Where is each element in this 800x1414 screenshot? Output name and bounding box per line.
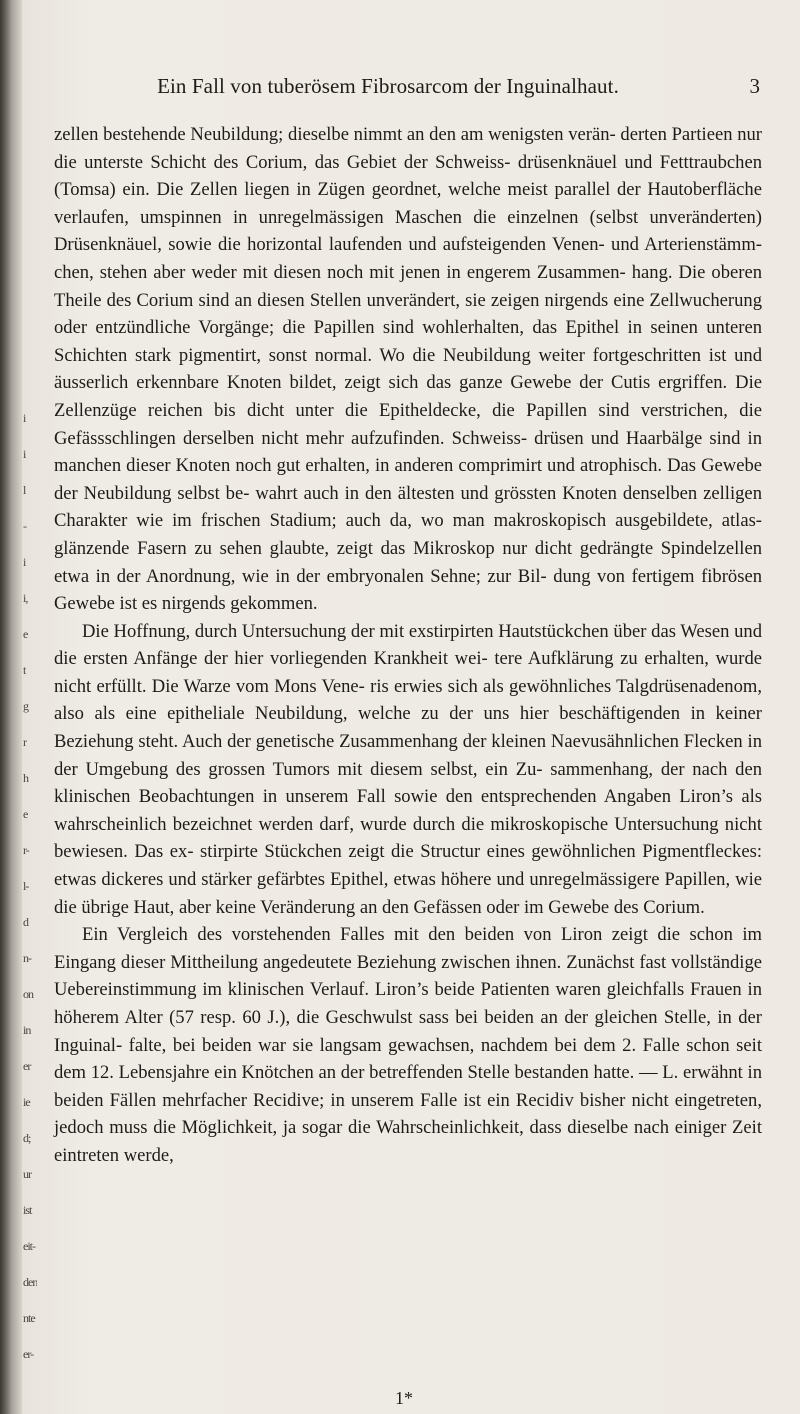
bleed-fragment: i	[23, 447, 26, 461]
paragraph-2: Die Hoffnung, durch Untersuchung der mit exstirpirten Hautstückchen über das Wesen und die ersten Anfänge der hier vorliegenden Krankheit wei- tere Aufklärung zu erhalten, wurde nicht erfüllt. Die Warze vom Mons Vene- ris erwies sich als gewöhnliches Talgdrüsenadenom, also als eine epitheliale Neubildung, welche zu der uns hier beschäftigenden in keiner Beziehung steht. Auch der genetische Zusammenhang der kleinen Naevusähnlichen Flecken in der Umgebung des grossen Tumors mit diesem selbst, ein Zu- sammenhang, der nach den klinischen Beobachtungen in unserem Fall sowie den entsprechenden Angaben Liron’s als wahrscheinlich bezeichnet werden darf, wurde durch die mikroskopische Untersuchung nicht bewiesen. Das ex- stirpirte Stückchen zeigt die Structur eines gewöhnlichen Pigmentfleckes: etwas dickeres und stärker gefärbtes Epithel, etwas höhere und unregelmässigere Papillen, wie die übrige Haut, aber keine Veränderung an den Gefässen oder im Gewebe des Corium.	[54, 620, 762, 918]
bleed-fragment: eit-	[23, 1239, 35, 1253]
bleed-fragment: d;	[23, 1131, 31, 1145]
bleed-fragment: r	[23, 735, 26, 749]
bleed-fragment: nte	[23, 1311, 35, 1325]
bleed-fragment: ist	[23, 1203, 32, 1217]
bleed-fragment: ur	[23, 1167, 31, 1181]
bleed-fragment: g	[23, 699, 28, 713]
running-title: Ein Fall von tuberösem Fibrosarcom der Inguinalhaut.	[157, 74, 619, 98]
bleed-fragment: in	[23, 1023, 31, 1037]
running-header	[88, 74, 768, 104]
bleed-fragment: d	[23, 915, 28, 929]
bleed-fragment: i,	[23, 591, 28, 605]
bleed-fragment: -	[23, 519, 26, 533]
body-text	[54, 121, 762, 1170]
signature-mark	[0, 1388, 800, 1409]
bleed-fragment: e	[23, 627, 28, 641]
signature-mark-text: 1*	[395, 1388, 413, 1408]
bleed-fragment: i	[23, 555, 26, 569]
page-number: 3	[749, 74, 760, 98]
paragraph-3: Ein Vergleich des vorstehenden Falles mit den beiden von Liron zeigt die schon im Eingang dieser Mittheilung angedeutete Beziehung zwischen ihnen. Zunächst fast vollständige Uebereinstimmung im klinischen Verlauf. Liron’s beide Patienten waren gleichfalls Frauen in höherem Alter (57 resp. 60 J.), die Geschwulst sass bei beiden an der gleichen Stelle, in der Inguinal- falte, bei beiden war sie langsam gewachsen, nachdem bei dem 2. Falle schon seit dem 12. Lebensjahre ein Knötchen an der betreffenden Stelle bestanden hatte. — L. erwähnt in beiden Fällen mehrfacher Recidive; in unserem Falle ist ein Recidiv bisher nicht eingetreten, jedoch muss die Möglichkeit, ja sogar die Wahrscheinlichkeit, dass dieselbe nach einiger Zeit eintreten werde,	[54, 924, 762, 1166]
paragraph-1: zellen bestehende Neubildung; dieselbe nimmt an den am wenigsten verän- derten Partieen nur die unterste Schicht des Corium, das Gebiet der Schweiss- drüsenknäuel und Fetttraubchen (Tomsa) ein. Die Zellen liegen in Zügen geordnet, welche meist parallel der Hautoberfläche verlaufen, umspinnen in unregelmässigen Maschen die einzelnen (selbst unveränderten) Drüsenknäuel, sowie die horizontal laufenden und aufsteigenden Venen- und Arterienstämm- chen, stehen aber weder mit diesen noch mit jenen in engerem Zusammen- hang. Die oberen Theile des Corium sind an diesen Stellen unverändert, sie zeigen nirgends eine Zellwucherung oder entzündliche Vorgänge; die Papillen sind wohlerhalten, das Epithel in seinen unteren Schichten stark pigmentirt, sonst normal. Wo die Neubildung weiter fortgeschritten ist und äusserlich erkennbare Knoten bildet, zeigt sich das ganze Gewebe der Cutis ergriffen. Die Zellenzüge reichen bis dicht unter die Epitheldecke, die Papillen sind verstrichen, die Gefässschlingen derselben nicht mehr aufzufinden. Schweiss- drüsen und Haarbälge sind in manchen dieser Knoten noch gut erhalten, in anderen comprimirt und atrophisch. Das Gewebe der Neubildung selbst be- wahrt auch in den ältesten und grössten Knoten denselben zelligen Charakter wie im frischen Stadium; auch da, wo man makroskopisch ausgebildete, atlas- glänzende Fasern zu sehen glaubte, zeigt das Mikroskop nur dicht gedrängte Spindelzellen etwa in der Anordnung, wie in der embryonalen Sehne; zur Bil- dung von fertigem fibrösen Gewebe ist es nirgends gekommen.	[54, 124, 762, 615]
bleed-fragment: h	[23, 771, 28, 785]
bleed-fragment: e	[23, 807, 28, 821]
facing-page-bleed	[23, 400, 37, 1372]
bleed-fragment: n-	[23, 951, 31, 965]
book-binding-shadow	[0, 0, 22, 1414]
bleed-fragment: t	[23, 663, 26, 677]
bleed-fragment: ie	[23, 1095, 30, 1109]
bleed-fragment: er-	[23, 1347, 34, 1361]
bleed-fragment: er	[23, 1059, 31, 1073]
bleed-fragment: r-	[23, 843, 29, 857]
bleed-fragment: on	[23, 987, 33, 1001]
bleed-fragment: den	[23, 1275, 37, 1289]
bleed-fragment: i	[23, 411, 26, 425]
bleed-fragment: l	[23, 483, 26, 497]
bleed-fragment: l-	[23, 879, 29, 893]
